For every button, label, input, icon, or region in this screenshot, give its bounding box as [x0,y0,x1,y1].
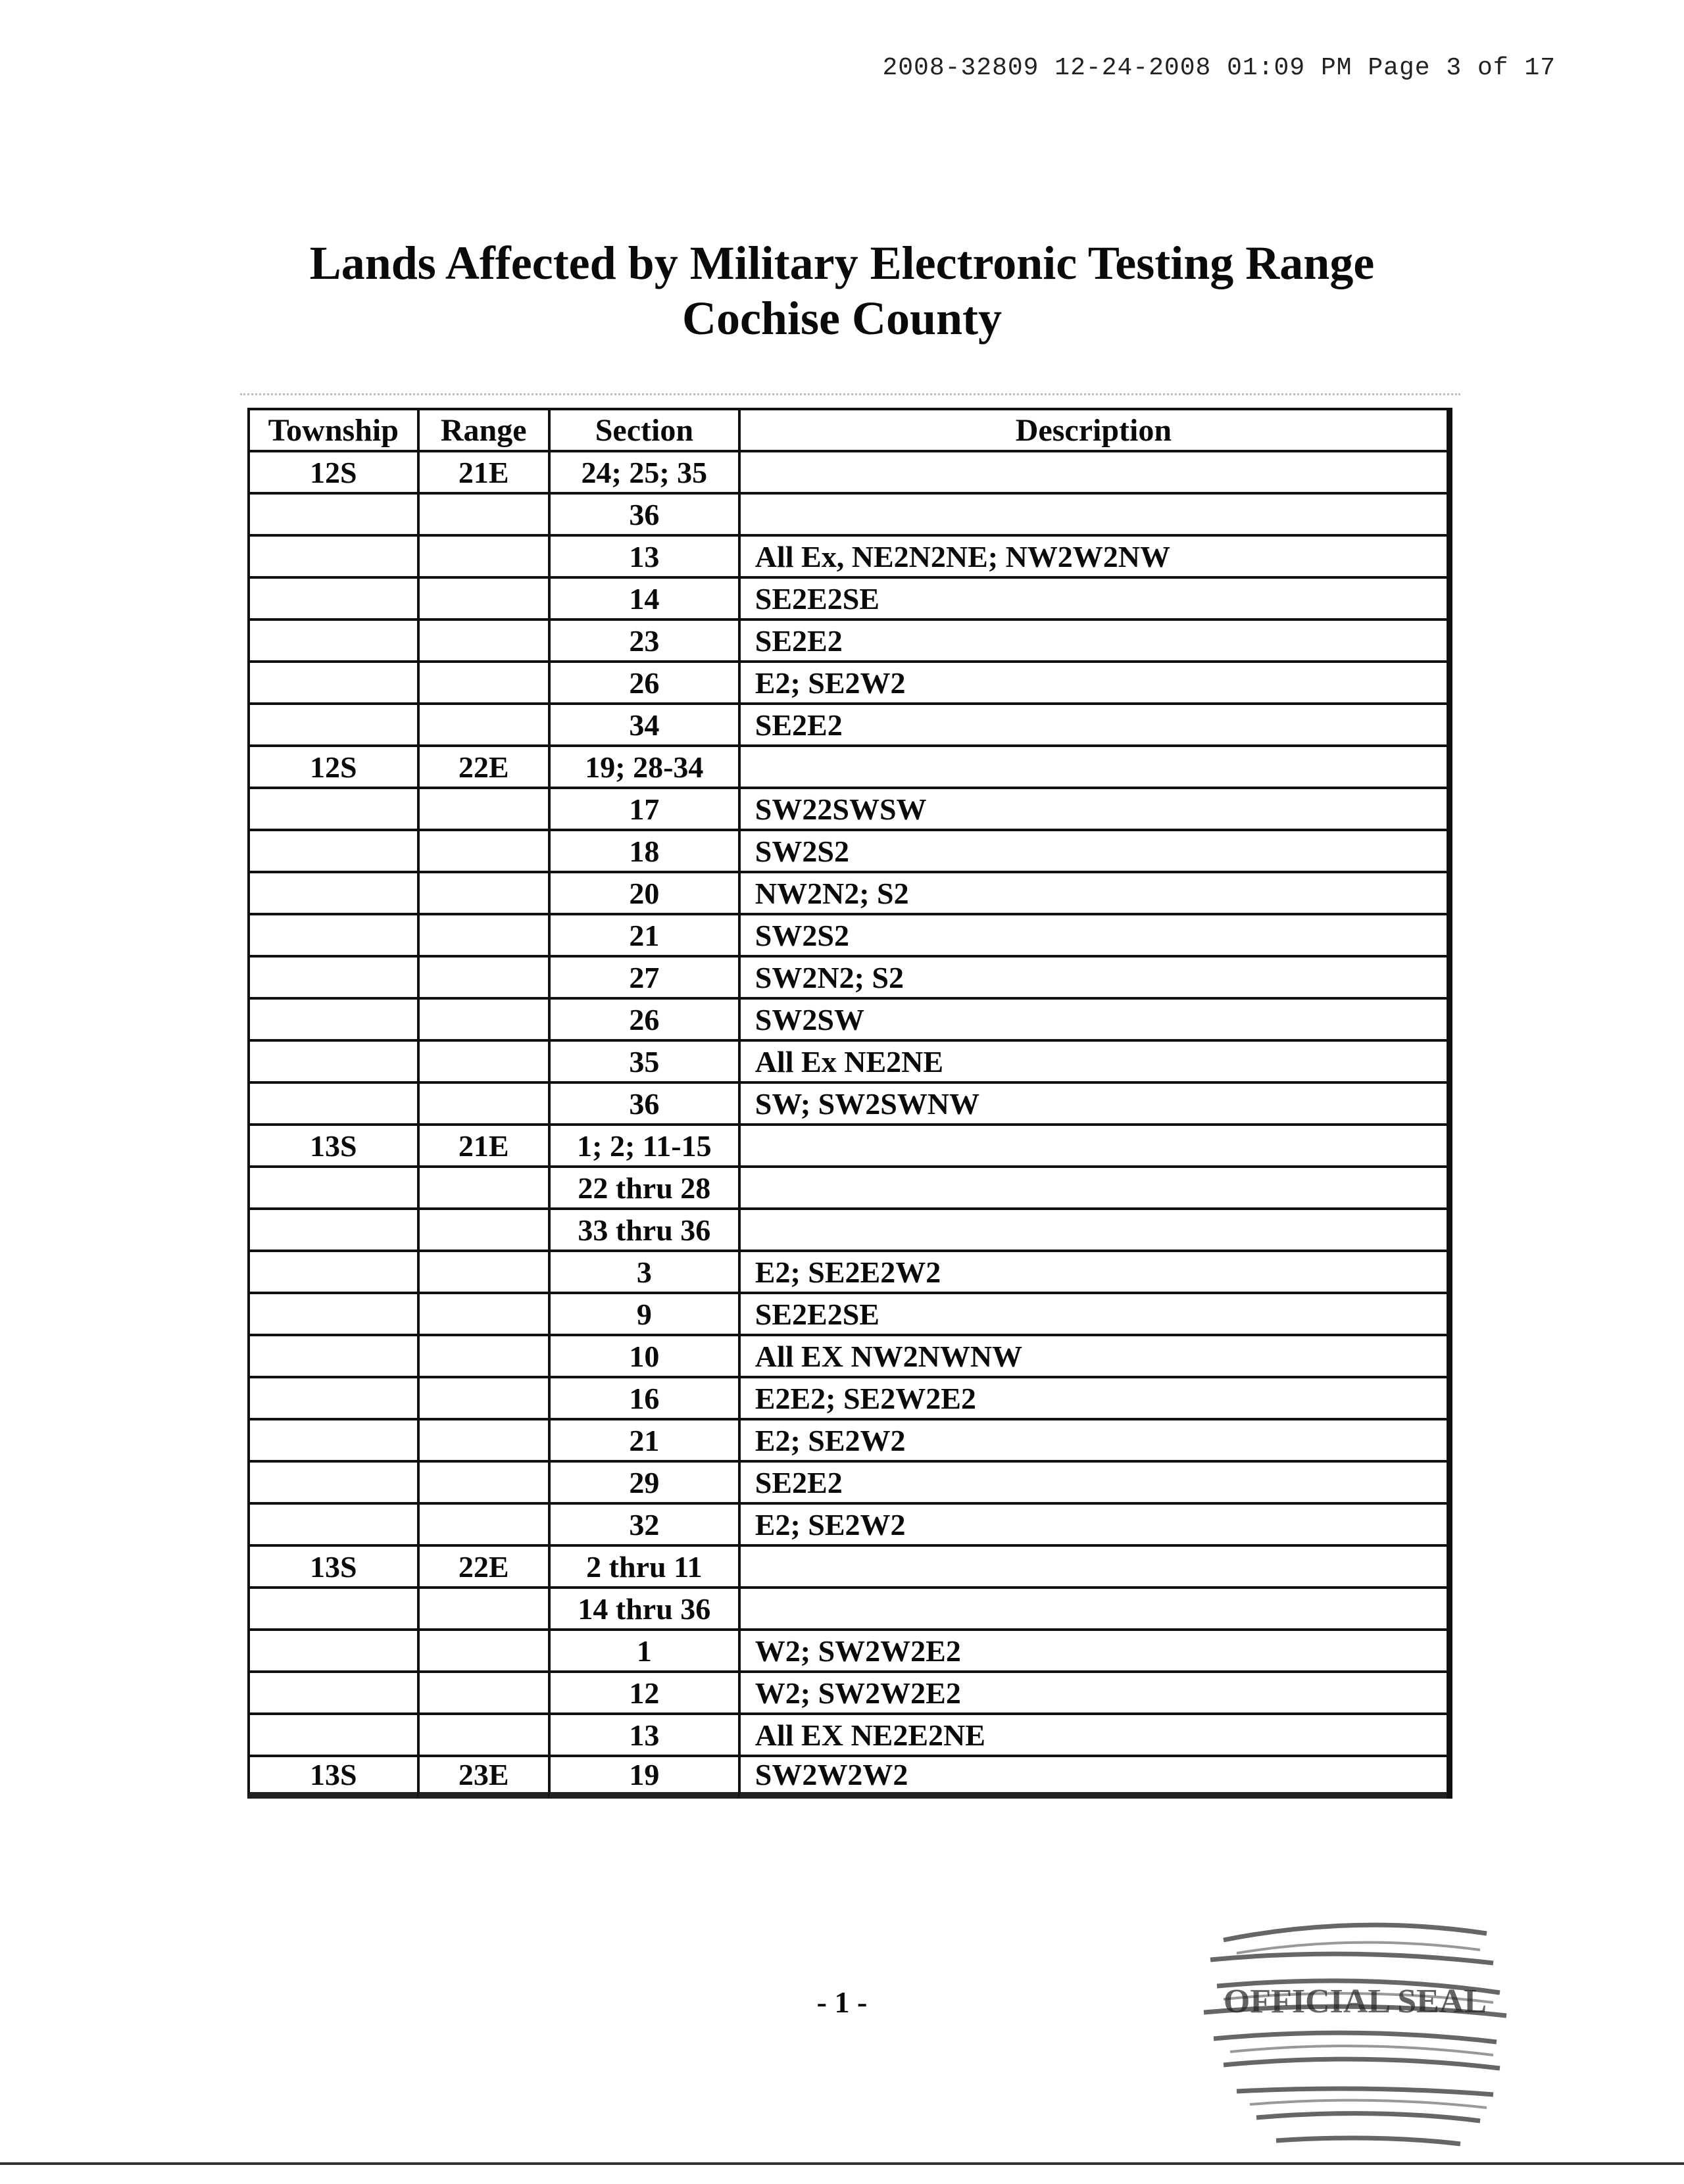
title-line-1: Lands Affected by Military Electronic Testing Range [309,237,1375,289]
table-row [247,1123,1447,1165]
table-row [247,787,1447,829]
cell-description: SE2E2 [738,1460,1447,1502]
cell-section: 26 [548,997,738,1039]
cell-range: 23E [417,1755,548,1799]
cell-description: SE2E2 [738,618,1447,660]
cell-section: 16 [548,1376,738,1418]
cell-range [417,534,548,576]
cell-township [247,1502,417,1544]
cell-section: 22 thru 28 [548,1165,738,1207]
cell-section: 19 [548,1755,738,1799]
cell-section: 9 [548,1292,738,1334]
table-row [247,1292,1447,1334]
table-row [247,1418,1447,1460]
table-row [247,1376,1447,1418]
cell-description: SW2SW [738,997,1447,1039]
header-description: Description [738,408,1447,450]
cell-township [247,1376,417,1418]
scan-noise-line [240,393,1460,398]
cell-description: NW2N2; S2 [738,871,1447,913]
cell-township: 12S [247,744,417,787]
table-row [247,450,1447,492]
cell-range [417,1460,548,1502]
land-table-container [230,401,1467,1914]
cell-township [247,1334,417,1376]
cell-section: 13 [548,534,738,576]
cell-township [247,702,417,744]
table-row [247,1334,1447,1376]
cell-description: SE2E2SE [738,576,1447,618]
table-row [247,492,1447,534]
cell-township: 12S [247,450,417,492]
cell-section: 13 [548,1712,738,1755]
cell-township [247,1165,417,1207]
cell-township: 13S [247,1544,417,1586]
cell-description [738,1544,1447,1586]
cell-range [417,1081,548,1123]
cell-range [417,492,548,534]
cell-range [417,913,548,955]
cell-township [247,1460,417,1502]
cell-range [417,1334,548,1376]
cell-description: W2; SW2W2E2 [738,1628,1447,1670]
cell-description [738,492,1447,534]
cell-section: 21 [548,913,738,955]
cell-township: 13S [247,1123,417,1165]
table-header-row [247,408,1447,450]
table-row [247,1250,1447,1292]
cell-section: 21 [548,1418,738,1460]
table-row [247,576,1447,618]
cell-township [247,1292,417,1334]
cell-description: SW2N2; S2 [738,955,1447,997]
cell-description: SW2W2W2 [738,1755,1447,1799]
cell-section: 32 [548,1502,738,1544]
cell-range [417,1670,548,1712]
cell-section: 14 [548,576,738,618]
cell-township [247,1670,417,1712]
cell-description: E2; SE2W2 [738,660,1447,702]
cell-range: 21E [417,1123,548,1165]
cell-range [417,829,548,871]
cell-township [247,871,417,913]
cell-township [247,787,417,829]
cell-section: 36 [548,492,738,534]
cell-description: All Ex, NE2N2NE; NW2W2NW [738,534,1447,576]
bottom-border-line [0,2162,1684,2165]
table-row [247,1081,1447,1123]
cell-description [738,1123,1447,1165]
cell-description: E2E2; SE2W2E2 [738,1376,1447,1418]
cell-township [247,1418,417,1460]
cell-range [417,1039,548,1081]
cell-section: 17 [548,787,738,829]
document-title [0,235,1684,346]
cell-section: 36 [548,1081,738,1123]
table-row [247,1460,1447,1502]
table-row [247,1628,1447,1670]
table-row [247,1712,1447,1755]
cell-range [417,618,548,660]
official-seal-stamp [1197,1887,1513,2164]
cell-township [247,1207,417,1250]
cell-range [417,1292,548,1334]
cell-range [417,1586,548,1628]
cell-section: 12 [548,1670,738,1712]
cell-section: 18 [548,829,738,871]
table-row [247,702,1447,744]
table-row [247,1670,1447,1712]
cell-township [247,997,417,1039]
cell-township [247,1586,417,1628]
table-row [247,913,1447,955]
table-body [247,450,1447,1799]
cell-township [247,618,417,660]
cell-township: 13S [247,1755,417,1799]
table-row [247,618,1447,660]
cell-township [247,1628,417,1670]
cell-description: SW; SW2SWNW [738,1081,1447,1123]
cell-township [247,492,417,534]
cell-description [738,1586,1447,1628]
cell-range [417,660,548,702]
cell-range [417,787,548,829]
table-row [247,1755,1447,1799]
cell-description: E2; SE2W2 [738,1418,1447,1460]
cell-description [738,1207,1447,1250]
cell-description: SW22SWSW [738,787,1447,829]
cell-section: 29 [548,1460,738,1502]
table-row [247,1502,1447,1544]
cell-range [417,1418,548,1460]
cell-description: All EX NE2E2NE [738,1712,1447,1755]
cell-section: 19; 28-34 [548,744,738,787]
seal-text: OFFICIAL SEAL [1223,1983,1487,2020]
cell-range [417,1207,548,1250]
recording-stamp: 2008-32809 12-24-2008 01:09 PM Page 3 of 17 [882,54,1556,82]
table-row [247,997,1447,1039]
cell-township [247,1081,417,1123]
cell-township [247,1250,417,1292]
cell-section: 20 [548,871,738,913]
header-range: Range [417,408,548,450]
cell-range [417,702,548,744]
cell-section: 1; 2; 11-15 [548,1123,738,1165]
cell-range [417,576,548,618]
table-row [247,744,1447,787]
cell-section: 2 thru 11 [548,1544,738,1586]
cell-description: SW2S2 [738,829,1447,871]
table-row [247,534,1447,576]
land-table [247,408,1452,1799]
cell-range [417,997,548,1039]
cell-description: SE2E2SE [738,1292,1447,1334]
cell-description: SE2E2 [738,702,1447,744]
cell-description [738,450,1447,492]
cell-range: 21E [417,450,548,492]
cell-range: 22E [417,744,548,787]
cell-description [738,744,1447,787]
cell-range [417,1628,548,1670]
cell-township [247,913,417,955]
cell-township [247,1712,417,1755]
cell-section: 33 thru 36 [548,1207,738,1250]
cell-range [417,1165,548,1207]
cell-range [417,1376,548,1418]
table-row [247,829,1447,871]
cell-township [247,576,417,618]
header-section: Section [548,408,738,450]
table-row [247,1039,1447,1081]
cell-section: 27 [548,955,738,997]
cell-section: 1 [548,1628,738,1670]
cell-section: 23 [548,618,738,660]
page-number: - 1 - [816,1985,868,2019]
table-row [247,1165,1447,1207]
header-township: Township [247,408,417,450]
table-row [247,955,1447,997]
cell-range: 22E [417,1544,548,1586]
cell-description: SW2S2 [738,913,1447,955]
cell-description [738,1165,1447,1207]
cell-description: All EX NW2NWNW [738,1334,1447,1376]
cell-section: 35 [548,1039,738,1081]
cell-section: 14 thru 36 [548,1586,738,1628]
cell-township [247,1039,417,1081]
cell-range [417,1502,548,1544]
cell-range [417,955,548,997]
cell-township [247,534,417,576]
cell-section: 10 [548,1334,738,1376]
cell-range [417,1250,548,1292]
cell-section: 26 [548,660,738,702]
cell-section: 24; 25; 35 [548,450,738,492]
table-row [247,871,1447,913]
cell-range [417,871,548,913]
cell-description: E2; SE2W2 [738,1502,1447,1544]
cell-section: 34 [548,702,738,744]
table-row [247,660,1447,702]
cell-description: W2; SW2W2E2 [738,1670,1447,1712]
cell-description: E2; SE2E2W2 [738,1250,1447,1292]
cell-range [417,1712,548,1755]
table-row [247,1544,1447,1586]
cell-section: 3 [548,1250,738,1292]
cell-description: All Ex NE2NE [738,1039,1447,1081]
title-line-2: Cochise County [681,292,1003,345]
cell-township [247,955,417,997]
table-row [247,1586,1447,1628]
cell-township [247,829,417,871]
table-row [247,1207,1447,1250]
cell-township [247,660,417,702]
